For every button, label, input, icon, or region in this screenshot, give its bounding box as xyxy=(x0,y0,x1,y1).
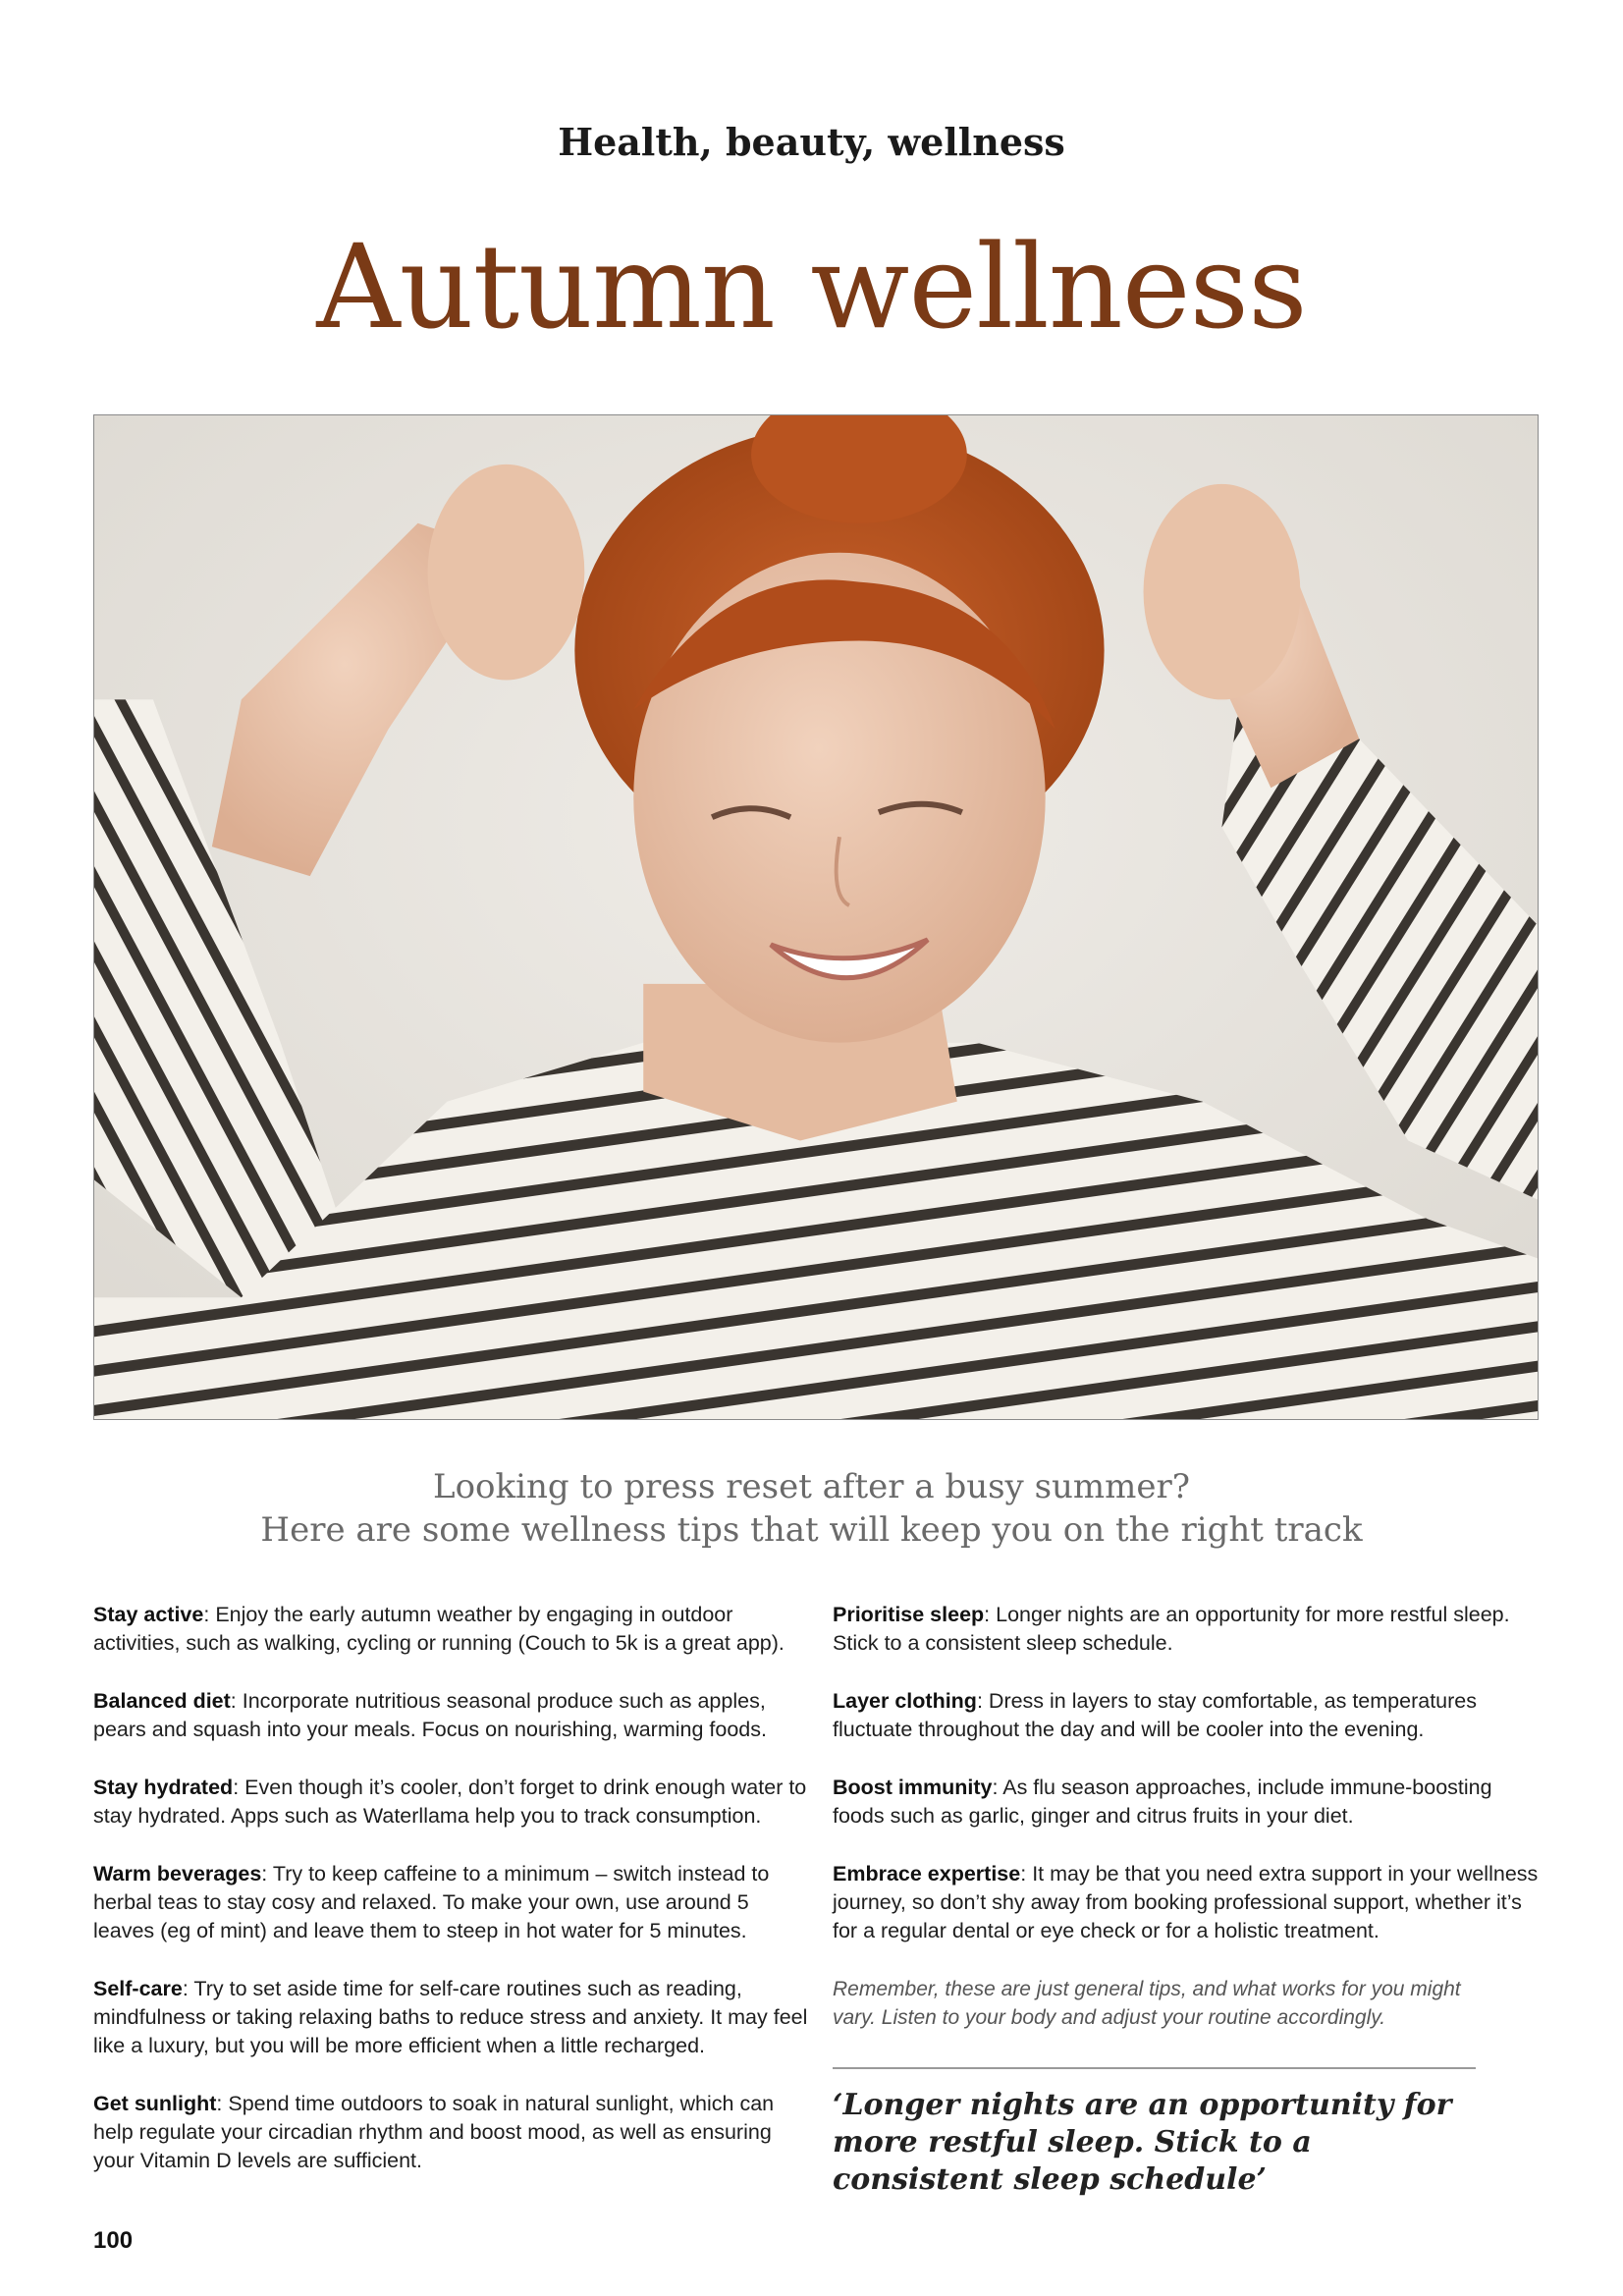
tip-text: It may be that you need extra support in your wellness journey, so don’t shy away from booking professional support, whether it’s for a regular dental or eye check or for a holistic treatment. xyxy=(833,1862,1539,1942)
tip-get-sunlight xyxy=(93,2090,810,2175)
tip-embrace-expertise xyxy=(833,1860,1540,1945)
tip-title: Balanced diet xyxy=(93,1689,231,1713)
page-number: 100 xyxy=(93,2227,134,2254)
tip-title: Boost immunity xyxy=(833,1776,993,1799)
tip-layer-clothing xyxy=(833,1687,1540,1744)
tip-title: Stay hydrated xyxy=(93,1776,234,1799)
tip-separator: : xyxy=(261,1862,268,1886)
tip-separator: : xyxy=(230,1689,237,1713)
section-label: Health, beauty, wellness xyxy=(558,120,1065,164)
tip-warm-beverages xyxy=(93,1860,810,1945)
tip-self-care xyxy=(93,1975,810,2060)
tip-text: Incorporate nutritious seasonal produce such as apples, pears and squash into your meals. Focus on nourishing, warming foods. xyxy=(93,1689,767,1741)
tip-text: Enjoy the early autumn weather by engaging in outdoor activities, such as walking, cycling or running (Couch to 5k is a great app). xyxy=(93,1603,784,1655)
tip-separator: : xyxy=(216,2092,223,2115)
tip-title: Prioritise sleep xyxy=(833,1603,985,1626)
pull-quote-divider xyxy=(833,2067,1476,2069)
tip-text: Try to keep caffeine to a minimum – switch instead to herbal teas to stay cosy and relaxed. To make your own, use around 5 leaves (eg of mint) and leave them to steep in hot water for 5 minutes. xyxy=(93,1862,770,1942)
tip-separator: : xyxy=(203,1603,210,1626)
standfirst-line-1: Looking to press reset after a busy summer? xyxy=(433,1467,1190,1506)
tip-separator: : xyxy=(233,1776,240,1799)
tip-separator: : xyxy=(984,1603,991,1626)
tip-title: Get sunlight xyxy=(93,2092,217,2115)
tip-separator: : xyxy=(1020,1862,1027,1886)
tip-text: Dress in layers to stay comfortable, as temperatures fluctuate throughout the day and will be cooler into the evening. xyxy=(833,1689,1477,1741)
tips-column-right xyxy=(833,1601,1540,2061)
tip-separator: : xyxy=(182,1977,189,2000)
hero-photo xyxy=(93,414,1539,1420)
disclaimer-note: Remember, these are just general tips, and what works for you might vary. Listen to your body and adjust your routine accordingly. xyxy=(833,1978,1461,2029)
page-headline: Autumn wellness xyxy=(316,219,1307,355)
tip-title: Stay active xyxy=(93,1603,204,1626)
tip-text: As flu season approaches, include immune-boosting foods such as garlic, ginger and citrus fruits in your diet. xyxy=(833,1776,1492,1828)
tips-column-left xyxy=(93,1601,810,2205)
tip-title: Warm beverages xyxy=(93,1862,262,1886)
tip-text: Even though it’s cooler, don’t forget to drink enough water to stay hydrated. Apps such as Waterllama help you to track consumption. xyxy=(93,1776,807,1828)
tip-title: Embrace expertise xyxy=(833,1862,1021,1886)
tip-stay-hydrated xyxy=(93,1774,810,1831)
woman-portrait-illustration xyxy=(94,415,1538,1419)
tip-boost-immunity xyxy=(833,1774,1540,1831)
standfirst xyxy=(0,1465,1623,1552)
tip-prioritise-sleep xyxy=(833,1601,1540,1658)
tip-text: Try to set aside time for self-care routines such as reading, mindfulness or taking relaxing baths to reduce stress and anxiety. It may feel like a luxury, but you will be more efficient when a little recharged. xyxy=(93,1977,808,2057)
pull-quote: ‘Longer nights are an opportunity for more restful sleep. Stick to a consistent sleep schedule’ xyxy=(833,2088,1452,2197)
tip-title: Layer clothing xyxy=(833,1689,977,1713)
tip-text: Longer nights are an opportunity for more restful sleep. Stick to a consistent sleep schedule. xyxy=(833,1603,1510,1655)
tip-separator: : xyxy=(992,1776,999,1799)
standfirst-line-2: Here are some wellness tips that will keep you on the right track xyxy=(260,1510,1363,1550)
tip-stay-active xyxy=(93,1601,810,1658)
tip-title: Self-care xyxy=(93,1977,183,2000)
tip-text: Spend time outdoors to soak in natural sunlight, which can help regulate your circadian rhythm and boost mood, as well as ensuring your Vitamin D levels are sufficient. xyxy=(93,2092,775,2172)
tip-balanced-diet xyxy=(93,1687,810,1744)
tip-separator: : xyxy=(976,1689,983,1713)
